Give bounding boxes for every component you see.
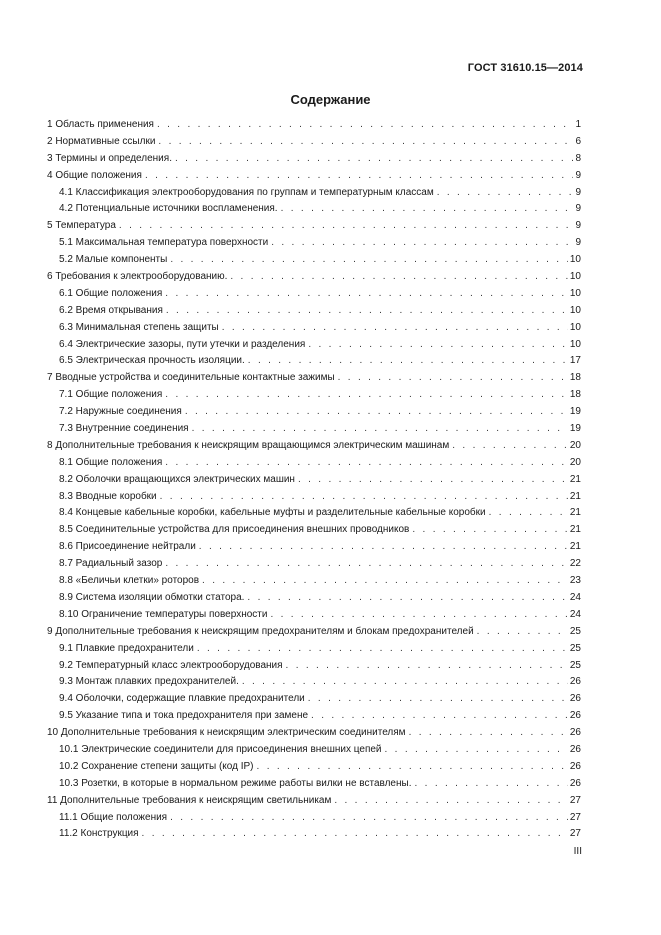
toc-entry-label: 8.3 Вводные коробки [59, 490, 157, 502]
toc-entry[interactable] [47, 558, 581, 575]
toc-entry-page: 21 [569, 473, 581, 485]
toc-entry[interactable] [47, 305, 581, 322]
toc-entry[interactable] [47, 136, 581, 153]
toc-entry-label: 11.1 Общие положения [59, 811, 168, 823]
toc-entry-label: 11 Дополнительные требования к неискрящим светильникам [47, 794, 332, 806]
toc-entry[interactable] [47, 491, 581, 508]
toc-entry[interactable] [47, 693, 581, 710]
toc-entry-page: 21 [569, 490, 581, 502]
toc-leader-dots [412, 524, 568, 536]
toc-entry-label: 8.5 Соединительные устройства для присоединения внешних проводников [59, 524, 410, 536]
toc-leader-dots [165, 389, 568, 401]
toc-entry[interactable] [47, 288, 581, 305]
toc-entry[interactable] [47, 474, 581, 491]
toc-entry-label: 2 Нормативные ссылки [47, 135, 156, 147]
toc-entry-page: 25 [569, 659, 581, 671]
toc-leader-dots [170, 812, 568, 824]
toc-leader-dots [311, 710, 568, 722]
toc-entry[interactable] [47, 507, 581, 524]
toc-entry[interactable] [47, 761, 581, 778]
toc-entry-label: 10.2 Сохранение степени защиты (код IP) [59, 760, 254, 772]
toc-entry-label: 11.2 Конструкция [59, 828, 139, 840]
toc-leader-dots [158, 136, 573, 148]
toc-leader-dots [308, 339, 568, 351]
toc-entry-label: 4.2 Потенциальные источники воспламенения. [59, 203, 278, 215]
toc-entry-page: 21 [569, 541, 581, 553]
toc-leader-dots [199, 541, 568, 553]
toc-entry[interactable] [47, 254, 581, 271]
toc-entry-page: 19 [569, 406, 581, 418]
toc-entry[interactable] [47, 119, 581, 136]
toc-entry-page: 9 [575, 220, 581, 232]
toc-leader-dots [157, 119, 573, 131]
toc-leader-dots [409, 727, 568, 739]
toc-entry-label: 7 Вводные устройства и соединительные контактные зажимы [47, 372, 335, 384]
toc-entry-label: 5 Температура [47, 220, 116, 232]
toc-entry-label: 8.10 Ограничение температуры поверхности [59, 608, 268, 620]
toc-entry[interactable] [47, 187, 581, 204]
toc-entry-page: 26 [569, 760, 581, 772]
toc-entry-label: 9.4 Оболочки, содержащие плавкие предохранители [59, 693, 305, 705]
toc-entry[interactable] [47, 812, 581, 829]
toc-entry[interactable] [47, 339, 581, 356]
toc-entry[interactable] [47, 524, 581, 541]
toc-entry-page: 21 [569, 524, 581, 536]
toc-entry-page: 18 [569, 372, 581, 384]
toc-entry-label: 8.1 Общие положения [59, 456, 163, 468]
toc-entry-page: 26 [569, 693, 581, 705]
toc-entry[interactable] [47, 322, 581, 339]
toc-entry[interactable] [47, 676, 581, 693]
toc-entry-label: 7.3 Внутренние соединения [59, 423, 189, 435]
toc-leader-dots [271, 237, 573, 249]
toc-entry[interactable] [47, 237, 581, 254]
toc-entry-label: 10.3 Розетки, в которые в нормальном режиме работы вилки не вставлены. [59, 777, 412, 789]
toc-entry-page: 26 [569, 777, 581, 789]
toc-entry-label: 9.2 Температурный класс электрооборудования [59, 659, 283, 671]
toc-entry-page: 10 [569, 338, 581, 350]
toc-entry-label: 6.1 Общие положения [59, 287, 163, 299]
toc-leader-dots [489, 507, 568, 519]
toc-leader-dots [202, 575, 568, 587]
toc-leader-dots [160, 491, 568, 503]
toc-entry-page: 27 [569, 794, 581, 806]
toc-entry-page: 26 [569, 727, 581, 739]
toc-entry[interactable] [47, 727, 581, 744]
toc-entry-page: 1 [575, 119, 581, 130]
toc-entry-label: 3 Термины и определения. [47, 152, 172, 164]
toc-leader-dots [437, 187, 574, 199]
toc-entry[interactable] [47, 153, 581, 170]
toc-leader-dots [170, 254, 568, 266]
toc-entry[interactable] [47, 220, 581, 237]
toc-entry-page: 9 [575, 169, 581, 181]
toc-leader-dots [286, 660, 568, 672]
toc-entry-page: 24 [569, 591, 581, 603]
toc-entry[interactable] [47, 406, 581, 423]
toc-entry-page: 27 [569, 811, 581, 823]
toc-leader-dots [222, 322, 568, 334]
toc-entry-page: 10 [569, 287, 581, 299]
toc-entry-label: 8.7 Радиальный зазор [59, 558, 163, 570]
toc-entry[interactable] [47, 795, 581, 812]
toc-leader-dots [242, 676, 568, 688]
toc-entry-page: 8 [575, 152, 581, 164]
toc-entry-label: 6.5 Электрическая прочность изоляции. [59, 355, 245, 367]
toc-entry[interactable] [47, 710, 581, 727]
toc-entry-page: 6 [575, 135, 581, 147]
toc-entry-page: 9 [575, 237, 581, 249]
toc-entry-page: 22 [569, 558, 581, 570]
toc-entry[interactable] [47, 372, 581, 389]
toc-leader-dots [477, 626, 568, 638]
toc-entry-label: 5.2 Малые компоненты [59, 254, 168, 266]
toc-entry-label: 4.1 Классификация электрооборудования по группам и температурным классам [59, 186, 434, 198]
toc-leader-dots [248, 355, 568, 367]
toc-leader-dots [334, 795, 568, 807]
toc-entry-page: 20 [569, 439, 581, 451]
toc-entry-label: 4 Общие положения [47, 169, 142, 181]
toc-leader-dots [119, 220, 574, 232]
toc-entry-label: 1 Область применения [47, 119, 154, 130]
toc-leader-dots [452, 440, 568, 452]
toc-entry-label: 8.2 Оболочки вращающихся электрических машин [59, 473, 295, 485]
toc-leader-dots [230, 271, 567, 283]
toc-leader-dots [145, 170, 574, 182]
toc-entry[interactable] [47, 778, 581, 795]
toc-entry-page: 20 [569, 456, 581, 468]
toc-entry-label: 9.1 Плавкие предохранители [59, 642, 194, 654]
toc-entry[interactable] [47, 609, 581, 626]
toc-entry[interactable] [47, 592, 581, 609]
page-number: III [573, 846, 582, 857]
toc-leader-dots [308, 693, 568, 705]
toc-entry-label: 5.1 Максимальная температура поверхности [59, 237, 269, 249]
toc-leader-dots [281, 203, 574, 215]
toc-leader-dots [165, 288, 568, 300]
document-code: ГОСТ 31610.15—2014 [467, 62, 583, 74]
table-of-contents [47, 119, 581, 845]
toc-leader-dots [165, 457, 568, 469]
toc-entry-page: 10 [569, 304, 581, 316]
toc-entry-page: 23 [569, 575, 581, 587]
toc-entry-page: 10 [569, 321, 581, 333]
toc-leader-dots [166, 305, 568, 317]
toc-entry[interactable] [47, 423, 581, 440]
toc-entry-page: 26 [569, 743, 581, 755]
toc-entry-page: 9 [575, 186, 581, 198]
toc-entry[interactable] [47, 271, 581, 288]
toc-leader-dots [192, 423, 568, 435]
toc-entry-label: 9.5 Указание типа и тока предохранителя при замене [59, 710, 309, 722]
toc-entry[interactable] [47, 355, 581, 372]
toc-entry-page: 10 [569, 254, 581, 266]
toc-entry-page: 19 [569, 423, 581, 435]
toc-entry-page: 9 [575, 203, 581, 215]
toc-entry-label: 8 Дополнительные требования к неискрящим вращающимся электрическим машинам [47, 439, 450, 451]
toc-entry-page: 27 [569, 828, 581, 840]
toc-entry-page: 17 [569, 355, 581, 367]
toc-leader-dots [175, 153, 573, 165]
toc-entry-label: 9.3 Монтаж плавких предохранителей. [59, 676, 239, 688]
toc-leader-dots [247, 592, 567, 604]
toc-entry-page: 18 [569, 389, 581, 401]
toc-entry-page: 10 [569, 271, 581, 283]
toc-entry[interactable] [47, 828, 581, 845]
toc-entry-page: 26 [569, 710, 581, 722]
toc-leader-dots [257, 761, 568, 773]
toc-leader-dots [385, 744, 568, 756]
toc-entry[interactable] [47, 626, 581, 643]
toc-leader-dots [298, 474, 568, 486]
toc-entry[interactable] [47, 744, 581, 761]
toc-leader-dots [197, 643, 568, 655]
toc-entry-label: 10.1 Электрические соединители для присоединения внешних цепей [59, 743, 382, 755]
toc-entry-label: 8.8 «Беличьи клетки» роторов [59, 575, 200, 587]
toc-entry-label: 7.1 Общие положения [59, 389, 163, 401]
toc-entry-page: 26 [569, 676, 581, 688]
toc-entry-page: 25 [569, 642, 581, 654]
toc-entry[interactable] [47, 643, 581, 660]
toc-entry-label: 6.3 Минимальная степень защиты [59, 321, 219, 333]
toc-leader-dots [415, 778, 568, 790]
toc-leader-dots [185, 406, 568, 418]
toc-entry-label: 9 Дополнительные требования к неискрящим предохранителям и блокам предохранителей [47, 625, 474, 637]
toc-entry-label: 10 Дополнительные требования к неискрящим электрическим соединителям [47, 727, 406, 739]
toc-entry[interactable] [47, 389, 581, 406]
toc-entry-label: 8.6 Присоединение нейтрали [59, 541, 196, 553]
toc-entry-label: 7.2 Наружные соединения [59, 406, 182, 418]
toc-entry[interactable] [47, 541, 581, 558]
toc-entry-label: 6.2 Время открывания [59, 304, 163, 316]
toc-entry-page: 25 [569, 625, 581, 637]
toc-entry-page: 21 [569, 507, 581, 519]
toc-entry-label: 6 Требования к электрооборудованию. [47, 271, 228, 283]
toc-entry[interactable] [47, 575, 581, 592]
toc-entry[interactable] [47, 660, 581, 677]
toc-leader-dots [142, 828, 568, 840]
toc-entry[interactable] [47, 457, 581, 474]
toc-entry-label: 6.4 Электрические зазоры, пути утечки и разделения [59, 338, 306, 350]
toc-leader-dots [270, 609, 567, 621]
toc-entry[interactable] [47, 440, 581, 457]
toc-leader-dots [338, 372, 568, 384]
toc-leader-dots [165, 558, 568, 570]
toc-entry-label: 8.9 Система изоляции обмотки статора. [59, 591, 245, 603]
toc-entry[interactable] [47, 203, 581, 220]
toc-entry-label: 8.4 Концевые кабельные коробки, кабельные муфты и разделительные кабельные коробки [59, 507, 486, 519]
toc-entry-page: 24 [569, 608, 581, 620]
toc-entry[interactable] [47, 170, 581, 187]
toc-title: Содержание [290, 92, 371, 107]
